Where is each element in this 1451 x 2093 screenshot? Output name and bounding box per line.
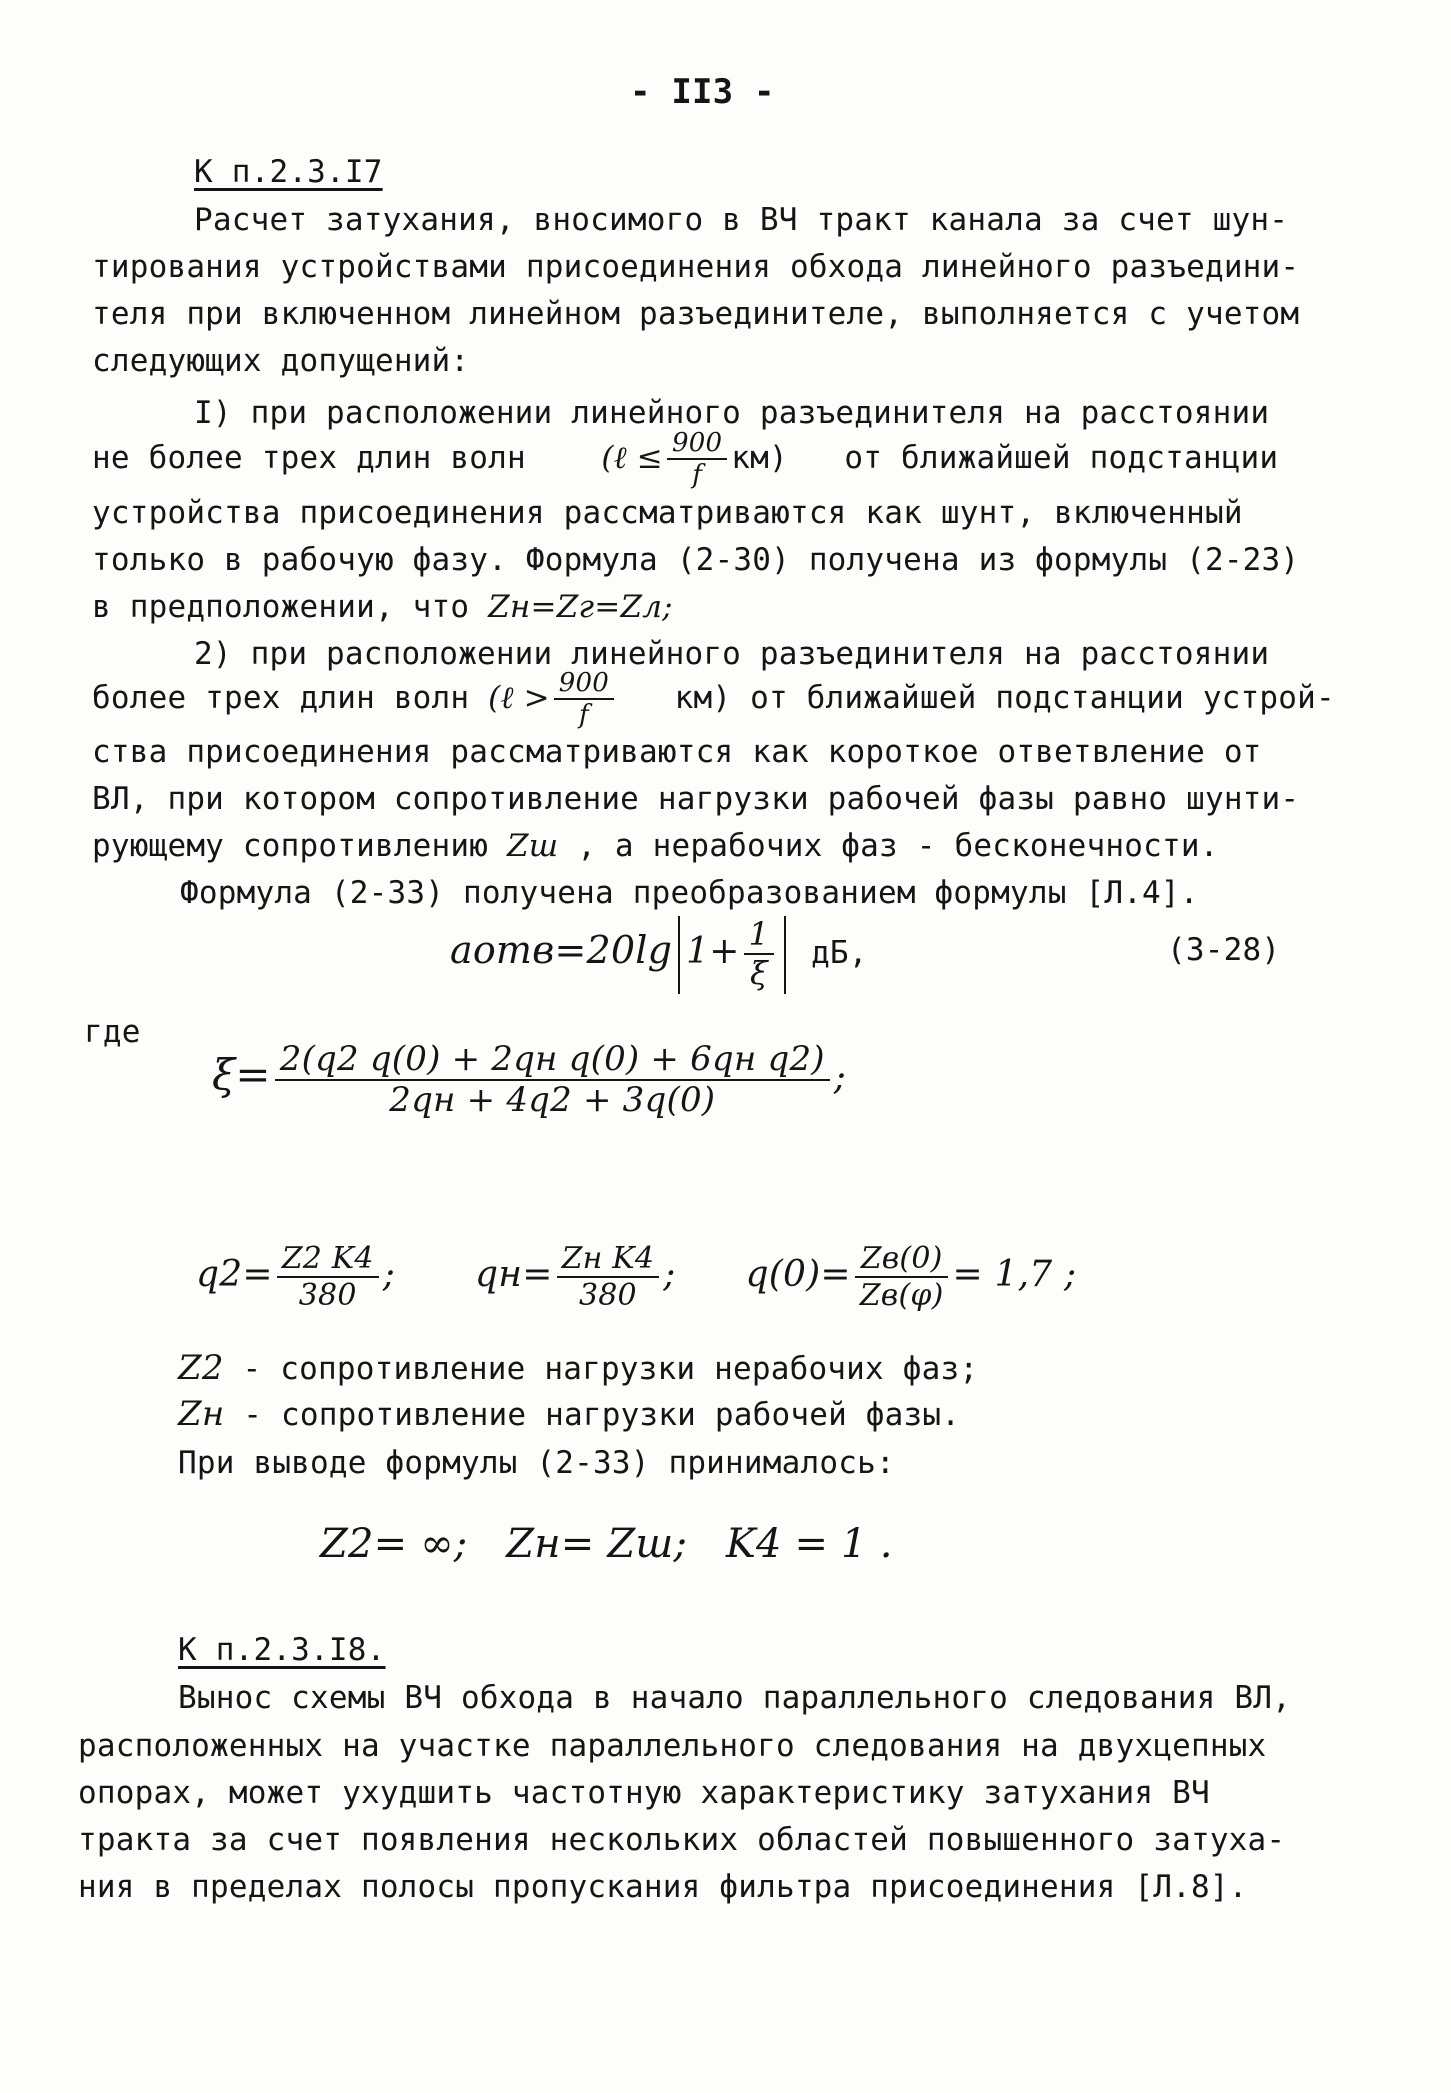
fraction-denominator: 2qн + 4q2 + 3q(0) xyxy=(389,1080,716,1120)
text-run: , а нерабочих фаз - бесконечности. xyxy=(577,828,1219,864)
fraction-numerator: Z2 K4 xyxy=(277,1243,379,1278)
paragraph-line: следующих допущений: xyxy=(92,343,470,379)
section-heading-2-3-18: К п.2.3.І8. xyxy=(178,1632,386,1668)
equation-inner: 1+ xyxy=(686,931,740,972)
fraction-denominator: 380 xyxy=(578,1277,637,1313)
symbol: Z2 xyxy=(178,1348,224,1388)
equation-lhs: aотв=20lg xyxy=(450,928,673,972)
qn-fraction xyxy=(557,1243,660,1311)
xi-fraction xyxy=(275,1039,830,1120)
abs-bar-left xyxy=(678,916,680,994)
definition-z2 xyxy=(178,1348,978,1389)
text-run: рующему сопротивлению xyxy=(92,828,489,864)
equation-fraction xyxy=(744,915,775,992)
distance-condition: (ℓ > xyxy=(488,680,550,716)
list-item-1-line: только в рабочую фазу. Формула (2-30) получена из формулы (2-23) xyxy=(92,542,1300,578)
paragraph-line: тирования устройствами присоединения обхода линейного разъедини- xyxy=(92,249,1300,285)
formula-intro: Формула (2-33) получена преобразованием формулы [Л.4]. xyxy=(180,875,1199,911)
list-item-2-line: ства присоединения рассматриваются как короткое ответвление от xyxy=(92,734,1262,770)
fraction-denominator: ξ xyxy=(749,954,768,992)
fraction-numerator: Zв(0) xyxy=(855,1243,949,1278)
equation-q-definitions xyxy=(196,1220,1076,1330)
derivation-note: При выводе формулы (2-33) принималось: xyxy=(178,1445,895,1481)
q0-tail: = 1,7 ; xyxy=(952,1254,1077,1295)
fraction-denominator: f xyxy=(692,460,703,490)
paragraph-line: Расчет затухания, вносимого в ВЧ тракт канала за счет шун- xyxy=(194,202,1289,238)
impedance-equality: Zн=Zг=Zл; xyxy=(488,589,673,625)
xi-tail: ; xyxy=(833,1057,847,1098)
fraction-numerator: 1 xyxy=(744,918,775,955)
equation-attenuation xyxy=(450,905,868,998)
fraction-denominator: 380 xyxy=(298,1277,357,1313)
fraction-denominator: Zв(φ) xyxy=(859,1277,944,1313)
wavelength-fraction xyxy=(667,427,727,490)
list-item-2-line: 2) при расположении линейного разъединителя на расстоянии xyxy=(194,636,1270,672)
where-label: где xyxy=(84,1014,141,1050)
shunt-impedance-symbol: Zш xyxy=(507,828,559,864)
paragraph-line: ния в пределах полосы пропускания фильтра присоединения [Л.8]. xyxy=(78,1869,1248,1905)
list-item-1-line: устройства присоединения рассматриваются как шунт, включенный xyxy=(92,495,1243,531)
fraction-denominator: f xyxy=(579,700,589,730)
unit: дБ, xyxy=(811,935,868,971)
q2-tail: ; xyxy=(382,1254,396,1295)
q2-fraction xyxy=(277,1243,379,1311)
list-item-2-line: ВЛ, при котором сопротивление нагрузки рабочей фазы равно шунти- xyxy=(92,781,1300,817)
equation-xi xyxy=(212,1020,846,1134)
text-run: от ближайшей подстанции устрой- xyxy=(750,680,1335,716)
wavelength-fraction xyxy=(554,667,614,730)
q0-lhs: q(0)= xyxy=(745,1254,851,1295)
definition-text: - сопротивление нагрузки рабочей фазы. xyxy=(243,1397,961,1433)
section-heading-2-3-17: К п.2.3.І7 xyxy=(194,154,383,190)
list-item-1-line-2 xyxy=(92,428,1278,489)
text-run: от ближайшей подстанции xyxy=(844,440,1279,476)
distance-condition: (ℓ ≤ xyxy=(601,440,663,476)
derivation-assumptions: Z2= ∞; Zн= Zш; K4 = 1 . xyxy=(320,1521,893,1567)
text-run: не более трех длин волн xyxy=(92,440,526,476)
text-run: более трех длин волн xyxy=(92,680,470,716)
abs-bar-right xyxy=(784,916,786,994)
equation-label: (3-28) xyxy=(1167,932,1281,968)
paragraph-line: расположенных на участке параллельного следования на двухцепных xyxy=(78,1728,1267,1764)
xi-lhs: ξ= xyxy=(212,1050,271,1099)
paragraph-line: теля при включенном линейном разъединителе, выполняется с учетом xyxy=(92,296,1300,332)
definition-text: - сопротивление нагрузки нерабочих фаз; xyxy=(242,1351,979,1387)
paragraph-line: опорах, может ухудшить частотную характеристику затухания ВЧ xyxy=(78,1775,1210,1811)
definition-zn xyxy=(178,1394,960,1435)
q0-fraction xyxy=(855,1243,949,1311)
symbol: Zн xyxy=(178,1394,225,1434)
q2-lhs: q2= xyxy=(196,1254,273,1295)
unit: км) xyxy=(731,440,788,476)
qn-tail: ; xyxy=(663,1254,676,1295)
list-item-1-line: І) при расположении линейного разъединителя на расстоянии xyxy=(194,395,1270,431)
text-run: в предположении, что xyxy=(92,589,470,625)
paragraph-line: тракта за счет появления нескольких областей повышенного затуха- xyxy=(78,1822,1286,1858)
qn-lhs: qн= xyxy=(475,1254,553,1295)
page-number: - ІІ3 - xyxy=(630,72,775,112)
fraction-numerator: 900 xyxy=(554,670,614,700)
fraction-numerator: 900 xyxy=(667,430,727,460)
list-item-2-line-5 xyxy=(92,826,1219,866)
fraction-numerator: 2(q2 q(0) + 2qн q(0) + 6qн q2) xyxy=(275,1042,830,1081)
paragraph-line: Вынос схемы ВЧ обхода в начало параллельного следования ВЛ, xyxy=(178,1680,1291,1716)
unit: км) xyxy=(674,680,732,716)
list-item-1-line-5 xyxy=(92,587,673,627)
list-item-2-line-2 xyxy=(92,668,1335,729)
fraction-numerator: Zн K4 xyxy=(557,1243,660,1278)
